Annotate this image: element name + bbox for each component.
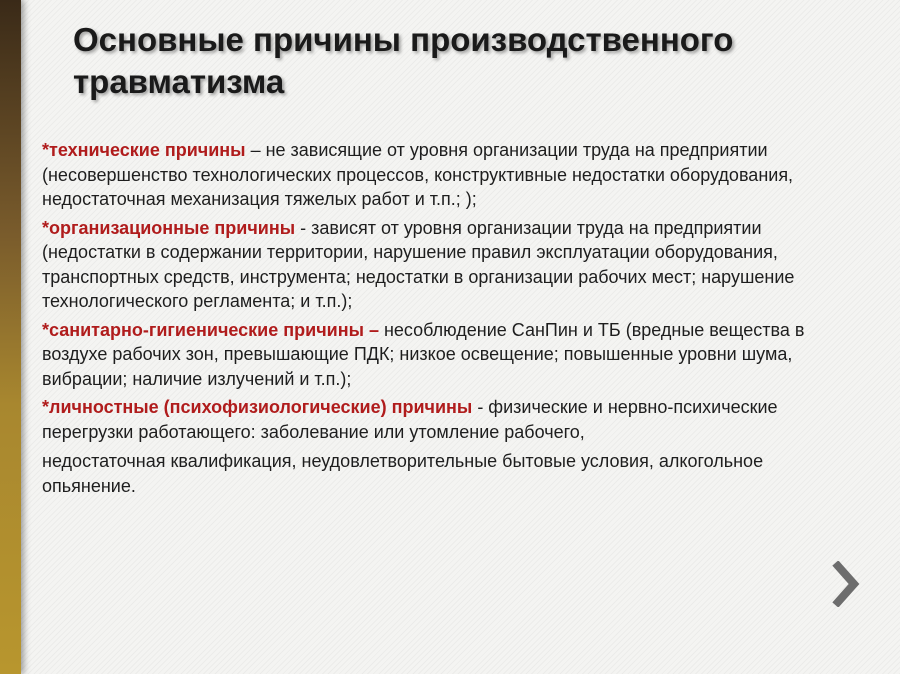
list-item-organizational bbox=[42, 216, 832, 314]
item-text: – не зависящие от уровня организации труда на предприятии (несовершенство технологических процессов, конструктивные недостатки оборудования, недостаточная механизация тяжелых работ и т.п.; ); bbox=[42, 140, 794, 209]
item-label: *санитарно-гигиенические причины – bbox=[42, 319, 379, 340]
item-text: несоблюдение СанПин и ТБ (вредные вещества в воздухе рабочих зон, превышающие ПДК; низкое освещение; повышенные уровни шума, вибрации; наличие излучений и т.п.); bbox=[42, 319, 805, 389]
item-label: *организационные причины bbox=[42, 217, 296, 238]
left-accent-bar bbox=[0, 0, 21, 674]
slide-content bbox=[42, 138, 832, 502]
item-label: *личностные (психофизиологические) причины bbox=[42, 397, 473, 417]
item-text-continued: недостаточная квалификация, неудовлетворительные бытовые условия, алкогольное опьянение. bbox=[42, 451, 764, 496]
item-text: - физические и нервно-психические перегрузки работающего: заболевание или утомление рабочего, bbox=[42, 397, 778, 442]
item-text: - зависят от уровня организации труда на предприятии (недостатки в содержании территории, нарушение правил эксплуатации оборудования, транспортных средств, инструмента; недостатки в организации рабочих мест; нарушение технологического регламента; и т.п.); bbox=[42, 217, 795, 311]
list-item-sanitary bbox=[42, 318, 832, 392]
item-label: *технические причины bbox=[42, 140, 246, 160]
list-item-technical bbox=[42, 138, 832, 212]
list-item-personal bbox=[42, 395, 832, 498]
slide-title: Основные причины производственного травматизма bbox=[73, 21, 734, 100]
chevron-right-icon[interactable] bbox=[826, 561, 866, 607]
